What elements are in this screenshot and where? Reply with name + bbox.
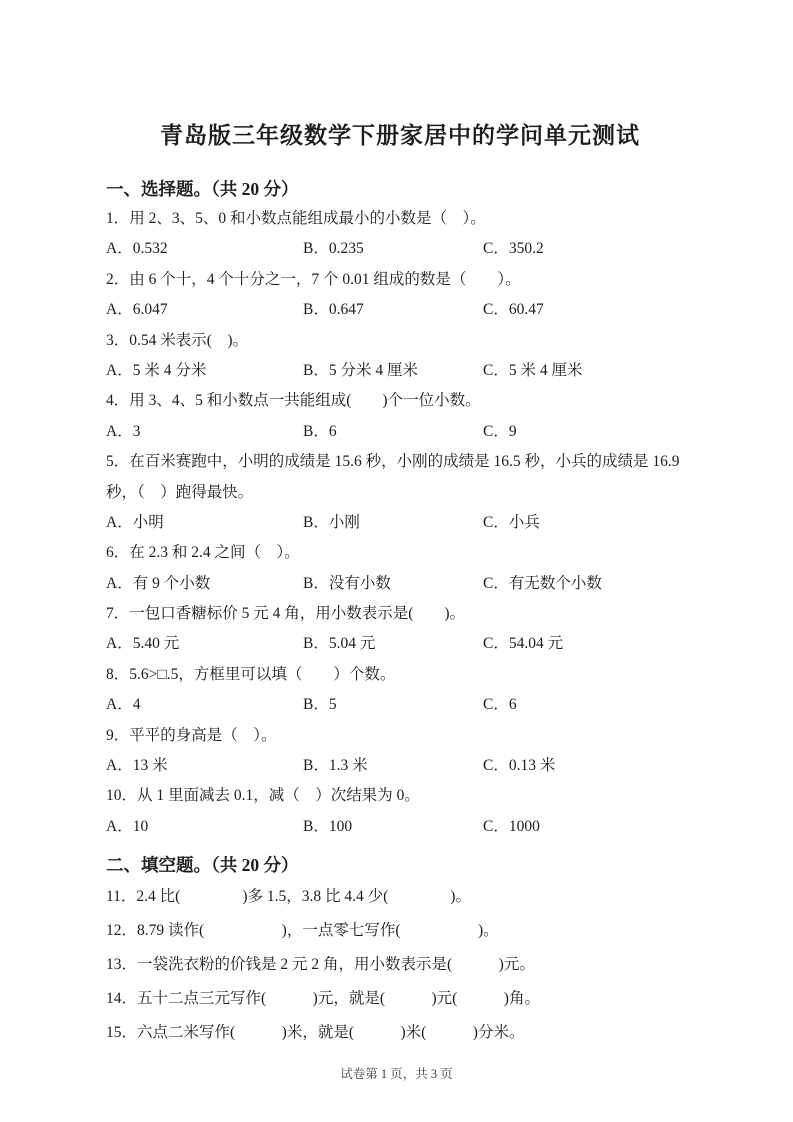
page-content bbox=[106, 0, 694, 1050]
question-9-option-b: B．1.3 米 bbox=[303, 757, 368, 775]
question-7-option-a: A．5.40 元 bbox=[106, 635, 180, 653]
question-3-text: 3．0.54 米表示( )。 bbox=[106, 331, 249, 349]
question-2-option-b: B．0.647 bbox=[303, 301, 364, 319]
question-10-option-c: C．1000 bbox=[483, 817, 540, 835]
question-14-text: 14．五十二点三元写作( )元，就是( )元( )角。 bbox=[106, 990, 540, 1008]
question-4-text: 4．用 3、4、5 和小数点一共能组成( )个一位小数。 bbox=[106, 392, 481, 410]
question-6-text: 6．在 2.3 和 2.4 之间（ ）。 bbox=[106, 544, 300, 562]
question-7-option-c: C．54.04 元 bbox=[483, 635, 564, 653]
question-6-option-b: B．没有小数 bbox=[303, 574, 391, 592]
question-1-option-b: B．0.235 bbox=[303, 240, 364, 258]
question-5-option-c: C．小兵 bbox=[483, 513, 540, 531]
question-10-option-a: A．10 bbox=[106, 817, 149, 835]
question-5-option-a: A．小明 bbox=[106, 513, 164, 531]
question-12-text: 12．8.79 读作( )，一点零七写作( )。 bbox=[106, 922, 499, 940]
question-2-option-a: A．6.047 bbox=[106, 301, 168, 319]
question-10-text: 10．从 1 里面减去 0.1，减（ ）次结果为 0。 bbox=[106, 787, 420, 805]
question-9-options bbox=[106, 751, 694, 781]
question-9-option-a: A．13 米 bbox=[106, 757, 168, 775]
question-2-options bbox=[106, 295, 694, 325]
question-10-option-b: B．100 bbox=[303, 817, 353, 835]
page-footer: 试卷第 1 页，共 3 页 bbox=[340, 1067, 453, 1081]
question-13-text: 13．一袋洗衣粉的价钱是 2 元 2 角，用小数表示是( )元。 bbox=[106, 956, 535, 974]
question-5-options bbox=[106, 508, 694, 538]
question-3-option-a: A．5 米 4 分米 bbox=[106, 361, 207, 379]
question-8-text: 8．5.6>□.5，方框里可以填（ ）个数。 bbox=[106, 665, 396, 683]
question-4-options bbox=[106, 417, 694, 447]
question-7-text: 7．一包口香糖标价 5 元 4 角，用小数表示是( )。 bbox=[106, 605, 466, 623]
question-8-option-a: A．4 bbox=[106, 696, 141, 714]
question-3-options bbox=[106, 356, 694, 386]
section-fill-heading: 二、填空题。（共 20 分） bbox=[106, 855, 299, 876]
question-5-text: 5．在百米赛跑中，小明的成绩是 15.6 秒，小刚的成绩是 16.5 秒，小兵的成绩是 16.9 秒，（ ）跑得最快。 bbox=[106, 453, 680, 501]
question-7-options bbox=[106, 629, 694, 659]
question-3-option-c: C．5 米 4 厘米 bbox=[483, 361, 583, 379]
question-4-option-b: B．6 bbox=[303, 422, 337, 440]
question-9-option-c: C．0.13 米 bbox=[483, 757, 556, 775]
question-1-text: 1．用 2、3、5、0 和小数点能组成最小的小数是（ ）。 bbox=[106, 210, 486, 227]
question-4-option-c: C．9 bbox=[483, 422, 517, 440]
question-6-option-c: C．有无数个小数 bbox=[483, 574, 602, 592]
section-choice-heading: 一、选择题。（共 20 分） bbox=[106, 179, 299, 199]
question-4-option-a: A．3 bbox=[106, 422, 141, 440]
question-7-option-b: B．5.04 元 bbox=[303, 635, 376, 653]
question-2-option-c: C．60.47 bbox=[483, 301, 544, 319]
question-10-options bbox=[106, 812, 694, 842]
question-2-text: 2．由 6 个十，4 个十分之一，7 个 0.01 组成的数是（ ）。 bbox=[106, 270, 521, 288]
question-6-options bbox=[106, 569, 694, 599]
question-3-option-b: B．5 分米 4 厘米 bbox=[303, 361, 418, 379]
question-1-option-c: C．350.2 bbox=[483, 240, 544, 258]
question-11-text: 11．2.4 比( )多 1.5，3.8 比 4.4 少( )。 bbox=[106, 888, 471, 906]
question-8-option-b: B．5 bbox=[303, 696, 337, 714]
question-8-options bbox=[106, 690, 694, 720]
question-8-option-c: C．6 bbox=[483, 696, 517, 714]
question-9-text: 9．平平的身高是（ ）。 bbox=[106, 726, 277, 744]
question-1-option-a: A．0.532 bbox=[106, 240, 168, 258]
question-6-option-a: A．有 9 个小数 bbox=[106, 574, 211, 592]
question-5-option-b: B．小刚 bbox=[303, 513, 360, 531]
page-title: 青岛版三年级数学下册家居中的学问单元测试 bbox=[160, 123, 640, 148]
question-1-options bbox=[106, 234, 694, 264]
question-15-text: 15．六点二米写作( )米，就是( )米( )分米。 bbox=[106, 1024, 525, 1042]
